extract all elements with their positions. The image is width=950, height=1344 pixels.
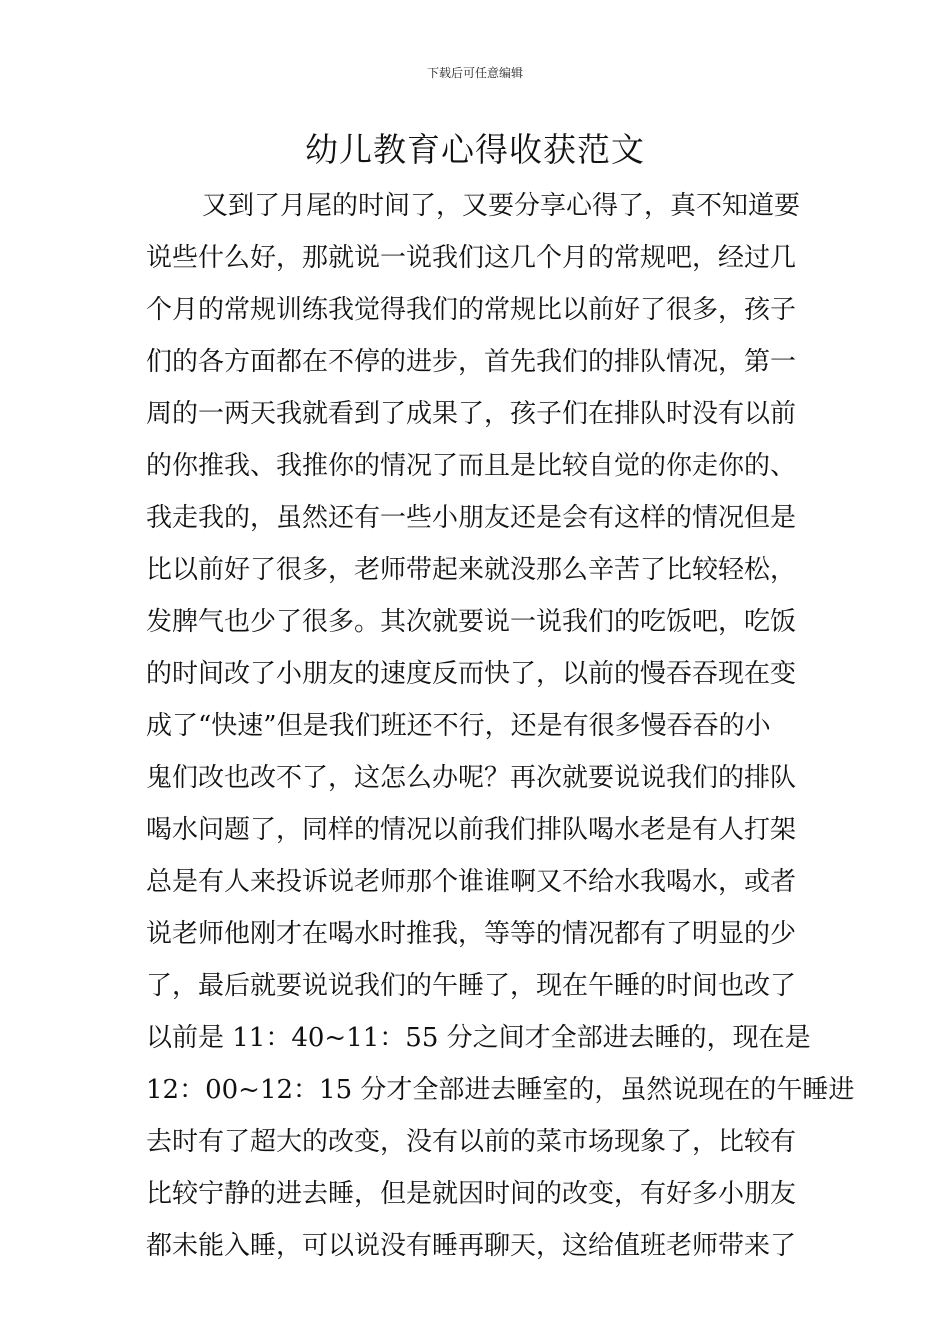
body-line: 说些什么好，那就说一说我们这几个月的常规吧，经过几 bbox=[146, 243, 797, 273]
body-line: 以前是 11：40~11：55 分之间才全部进去睡的，现在是 bbox=[146, 1023, 811, 1053]
body-line: 发脾气也少了很多。其次就要说一说我们的吃饭吧，吃饭 bbox=[146, 607, 797, 637]
body-line: 去时有了超大的改变，没有以前的菜市场现象了，比较有 bbox=[146, 1127, 797, 1157]
page-header-note: 下载后可任意编辑 bbox=[426, 66, 523, 80]
body-line: 喝水问题了，同样的情况以前我们排队喝水老是有人打架 bbox=[146, 815, 797, 845]
body-line: 成了“快速”但是我们班还不行，还是有很多慢吞吞的小 bbox=[146, 711, 771, 741]
body-line: 我走我的，虽然还有一些小朋友还是会有这样的情况但是 bbox=[146, 503, 797, 533]
body-line: 比较宁静的进去睡，但是就因时间的改变，有好多小朋友 bbox=[146, 1179, 797, 1209]
document-body bbox=[146, 180, 855, 1272]
body-line: 周的一两天我就看到了成果了，孩子们在排队时没有以前 bbox=[146, 399, 797, 429]
body-line: 说老师他刚才在喝水时推我，等等的情况都有了明显的少 bbox=[146, 919, 797, 949]
body-line: 比以前好了很多，老师带起来就没那么辛苦了比较轻松， bbox=[146, 555, 797, 585]
body-line: 的时间改了小朋友的速度反而快了，以前的慢吞吞现在变 bbox=[146, 659, 797, 689]
document-title: 幼儿教育心得收获范文 bbox=[305, 130, 645, 169]
body-line: 们的各方面都在不停的进步，首先我们的排队情况，第一 bbox=[146, 347, 797, 377]
body-line: 又到了月尾的时间了，又要分享心得了，真不知道要 bbox=[202, 191, 801, 221]
body-line: 都未能入睡，可以说没有睡再聊天，这给值班老师带来了 bbox=[146, 1231, 797, 1261]
body-line: 总是有人来投诉说老师那个谁谁啊又不给水我喝水，或者 bbox=[146, 867, 797, 897]
body-line: 12：00~12：15 分才全部进去睡室的，虽然说现在的午睡进 bbox=[146, 1075, 855, 1105]
body-line: 了，最后就要说说我们的午睡了，现在午睡的时间也改了 bbox=[146, 971, 797, 1001]
body-line: 的你推我、我推你的情况了而且是比较自觉的你走你的、 bbox=[146, 451, 797, 481]
body-line: 鬼们改也改不了，这怎么办呢？再次就要说说我们的排队 bbox=[146, 763, 797, 793]
body-line: 个月的常规训练我觉得我们的常规比以前好了很多，孩子 bbox=[146, 295, 797, 325]
